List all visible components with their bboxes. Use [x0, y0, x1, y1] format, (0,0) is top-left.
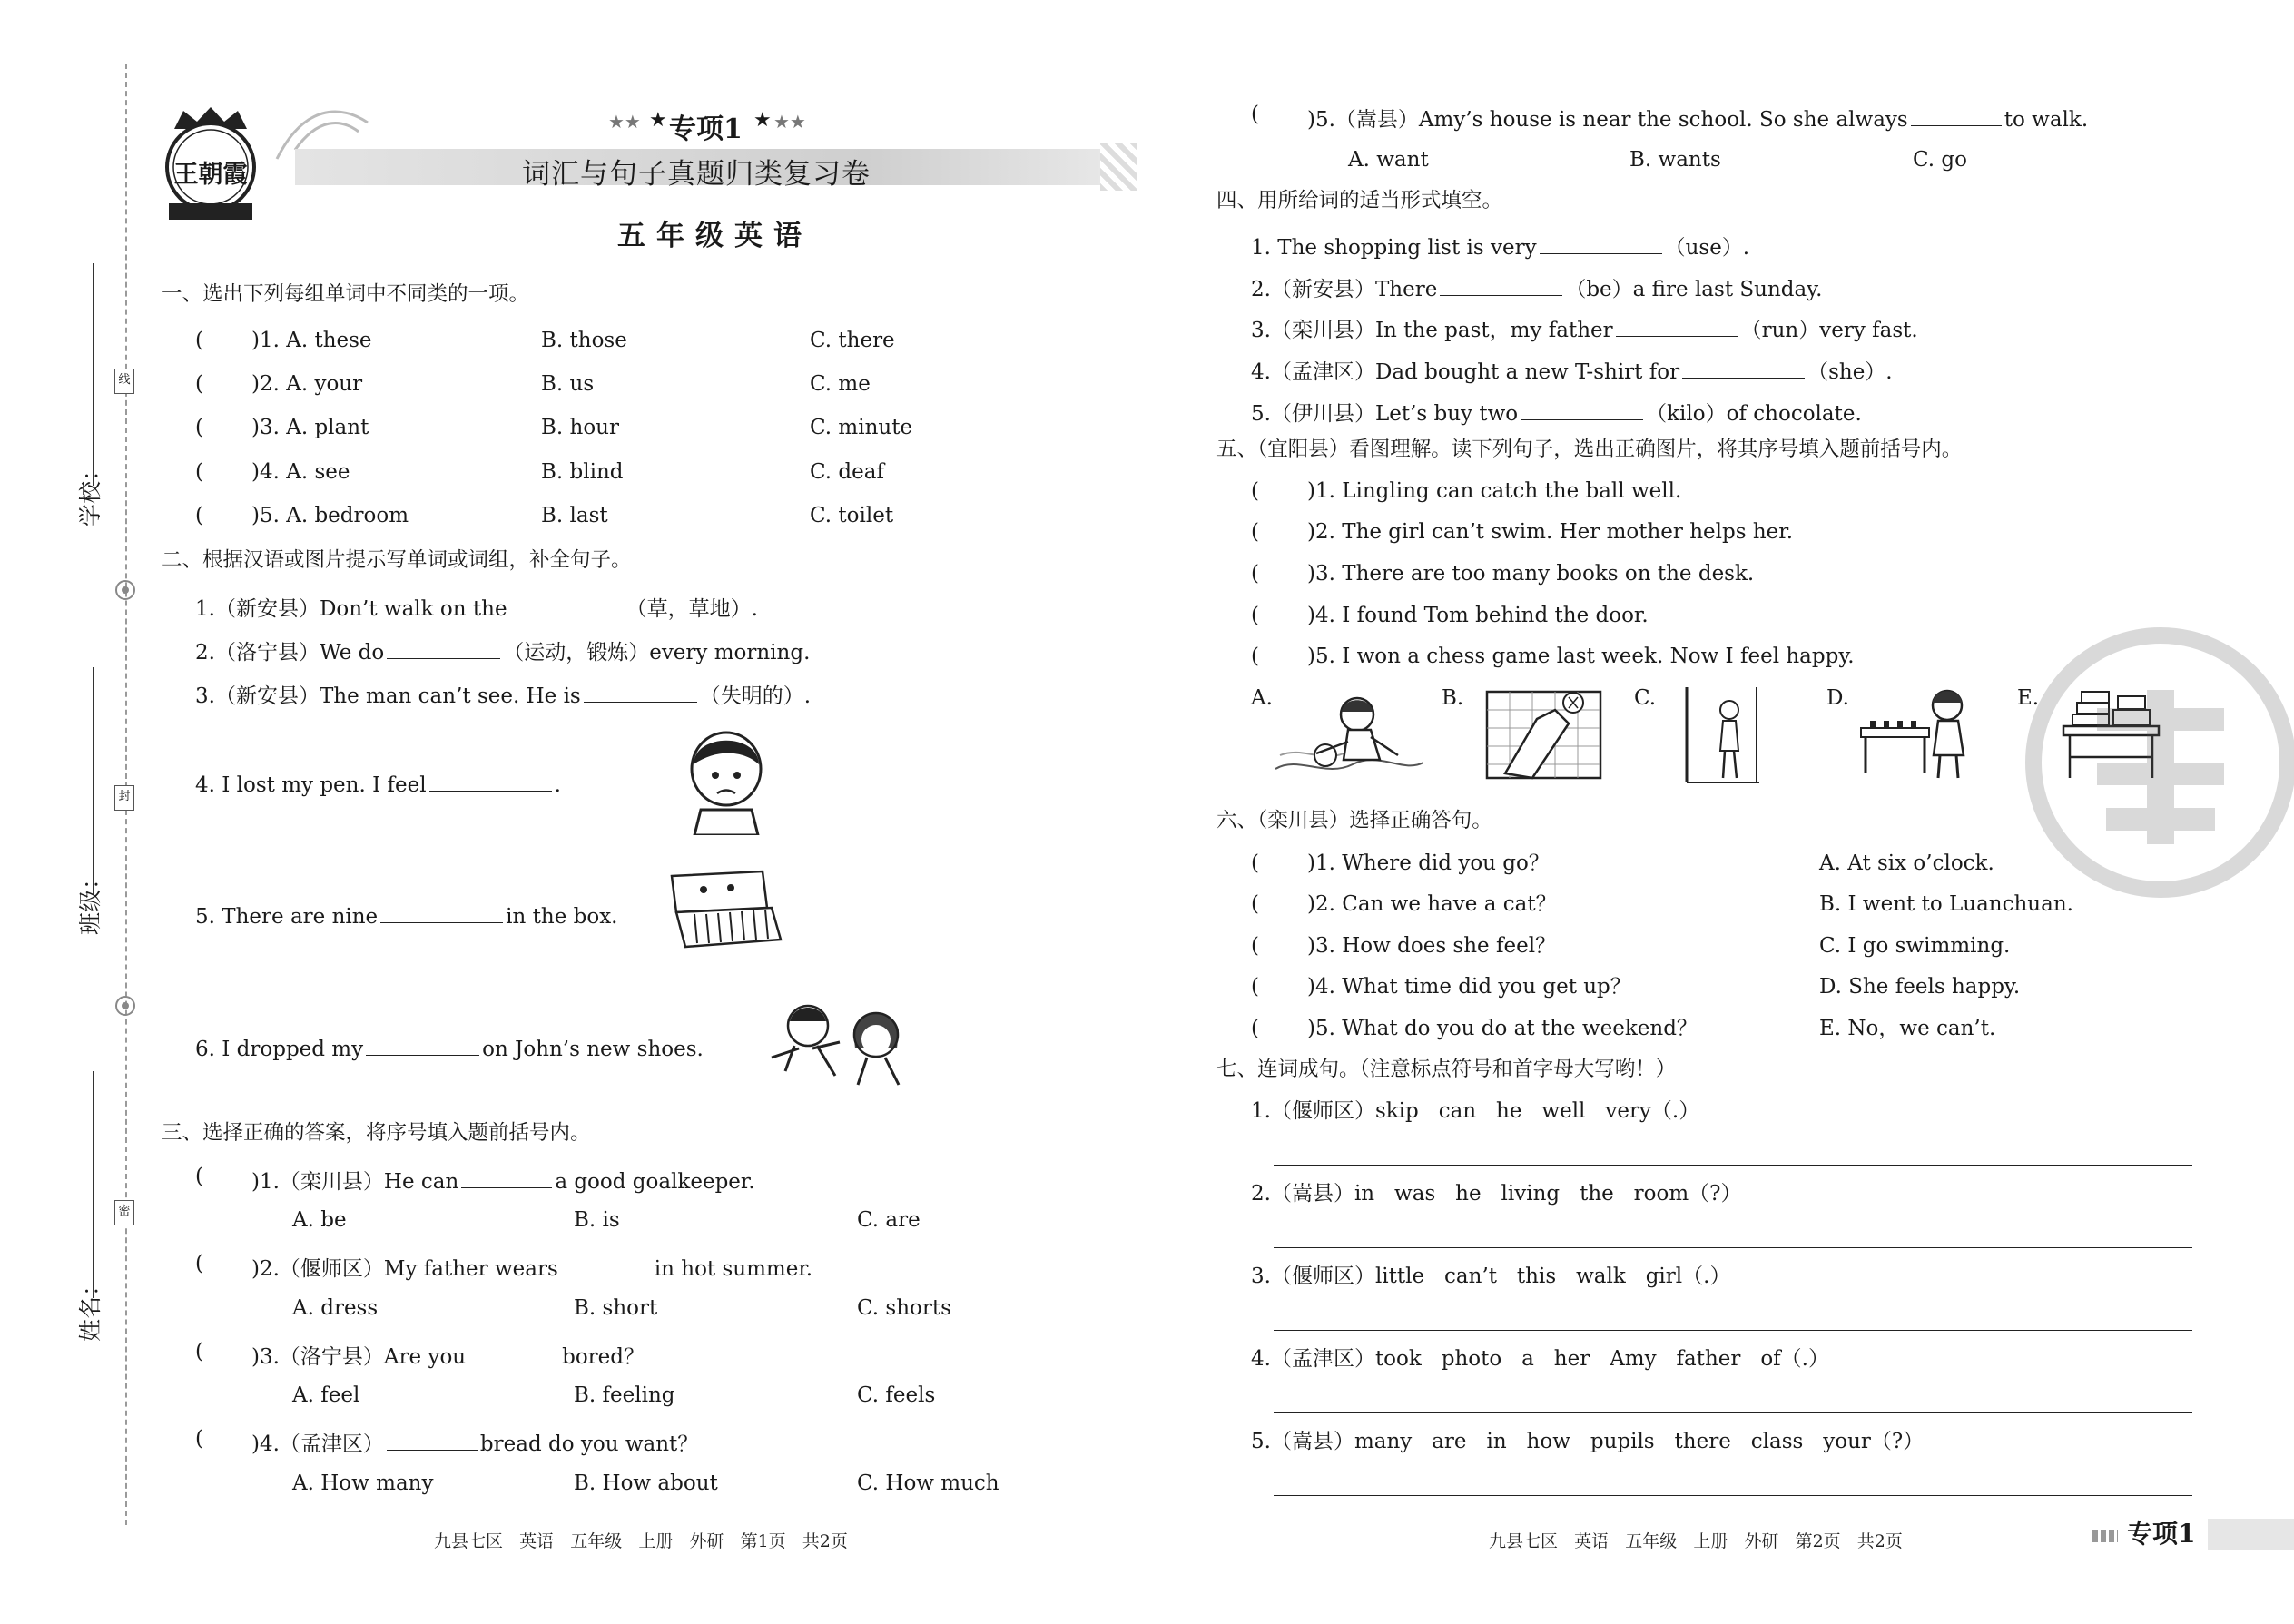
s3-q1-c: C. are [857, 1208, 921, 1232]
s3-q1: )1.（栾川县）He can a good goalkeeper. [251, 1166, 755, 1193]
goalkeeper-picture [1482, 683, 1605, 782]
answer-paren[interactable]: ( [1251, 520, 1259, 544]
s1-q3-c: C. minute [810, 416, 913, 439]
s3-q4: )4.（孟津区） bread do you want？ [251, 1429, 698, 1455]
s3-q1-a: A. be [292, 1208, 347, 1232]
s2-q2: 2.（洛宁县）We do （运动，锻炼）every morning. [195, 637, 810, 664]
blank[interactable] [387, 1429, 478, 1451]
footer-right: 九县七区 英语 五年级 上册 外研 第2页 共2页 [1489, 1531, 1903, 1551]
s4-q1: 1. The shopping list is very （use）. [1251, 232, 1749, 259]
sad-boy-picture [681, 728, 772, 835]
s7-q2: 2.（嵩县）in was he living the room（?） [1251, 1182, 1742, 1206]
footer-tag-pattern [2092, 1530, 2118, 1542]
blank[interactable] [1440, 274, 1562, 296]
s1-q2-c: C. me [810, 372, 871, 396]
s6-q4: )4. What time did you get up？ [1307, 975, 1631, 999]
s4-q3: 3.（栾川县）In the past，my father （run）very fast. [1251, 315, 1918, 341]
pic-label-e: E. [2017, 686, 2040, 710]
s2-q3: 3.（新安县）The man can’t see. He is （失明的）. [195, 681, 811, 707]
page-title: 词汇与句子真题归类复习卷 [522, 158, 871, 191]
blank[interactable] [461, 1166, 552, 1188]
blank[interactable] [1911, 104, 2002, 126]
watermark-stamp [2024, 626, 2294, 899]
s6-q5: )5. What do you do at the weekend？ [1307, 1017, 1698, 1040]
seal-box-1: 线 [114, 369, 134, 394]
brand-logo [156, 102, 265, 224]
s6-q1: )1. Where did you go？ [1307, 851, 1550, 875]
answer-paren[interactable]: ( [195, 1427, 203, 1451]
s3-q5-a: A. want [1348, 148, 1429, 172]
binding-hole-1 [114, 579, 136, 601]
pic-label-c: C. [1634, 686, 1657, 710]
s6-a5: E. No，we can’t. [1819, 1017, 1996, 1040]
s1-q5-b: B. last [541, 504, 608, 527]
s1-q2: )2. A. your [251, 372, 363, 396]
class-line[interactable] [93, 667, 94, 894]
answer-paren[interactable]: ( [195, 329, 203, 352]
blank[interactable] [387, 637, 500, 659]
brand-name: 王朝霞 [173, 161, 248, 189]
s1-q2-b: B. us [541, 372, 595, 396]
s1-q4-c: C. deaf [810, 460, 884, 484]
s1-q1-b: B. those [541, 329, 627, 352]
answer-paren[interactable]: ( [1251, 604, 1259, 627]
stars-right: ★★ [773, 111, 806, 133]
school-label: 学校： [77, 458, 103, 527]
blank[interactable] [1521, 399, 1643, 420]
footer-tag-bar [2208, 1519, 2294, 1550]
s3-q4-c: C. How much [857, 1471, 999, 1495]
s6-a1: A. At six o’clock. [1819, 851, 1994, 875]
s4-q2: 2.（新安县）There （be）a fire last Sunday. [1251, 274, 1822, 300]
s7-q1: 1.（偃师区）skip can he well very（.） [1251, 1099, 1700, 1123]
answer-paren[interactable]: ( [195, 1340, 203, 1363]
answer-paren[interactable]: ( [195, 460, 203, 484]
s5-q3: )3. There are too many books on the desk. [1307, 562, 1755, 586]
s5-q5: )5. I won a chess game last week. Now I feel happy. [1307, 645, 1855, 668]
s2-q4: 4. I lost my pen. I feel . [195, 770, 561, 796]
star-right: ★ [753, 109, 772, 132]
s5-heading: 五、（宜阳县）看图理解。读下列句子，选出正确图片，将其序号填入题前括号内。 [1216, 438, 1963, 461]
footer-tag: 专项1 [2127, 1519, 2196, 1549]
answer-paren[interactable]: ( [1251, 892, 1259, 916]
blank[interactable] [1540, 232, 1662, 254]
blank[interactable] [1616, 315, 1738, 337]
blank[interactable] [1682, 357, 1805, 379]
seal-box-2: 封 [114, 785, 134, 811]
s7-q4: 4.（孟津区）took photo a her Amy father of（.） [1251, 1347, 1829, 1371]
series-label: 专项1 [669, 113, 743, 145]
s7-q3: 3.（偃师区）little can’t this walk girl（.） [1251, 1265, 1731, 1288]
answer-paren[interactable]: ( [1251, 645, 1259, 668]
answer-line[interactable] [1274, 1330, 2192, 1331]
s3-q3-c: C. feels [857, 1383, 936, 1407]
s3-q4-b: B. How about [574, 1471, 718, 1495]
swimming-picture [1271, 683, 1425, 787]
answer-paren[interactable]: ( [195, 416, 203, 439]
answer-paren[interactable]: ( [1251, 1017, 1259, 1040]
blank[interactable] [468, 1342, 559, 1363]
s2-q1: 1.（新安县）Don’t walk on the （草，草地）. [195, 594, 758, 620]
blank[interactable] [366, 1034, 479, 1056]
footer-left: 九县七区 英语 五年级 上册 外研 第1页 共2页 [434, 1531, 848, 1551]
answer-paren[interactable]: ( [195, 1165, 203, 1188]
s1-q5-c: C. toilet [810, 504, 894, 527]
s6-a3: C. I go swimming. [1819, 934, 2011, 958]
class-label: 班级： [77, 866, 103, 935]
s1-q4-b: B. blind [541, 460, 624, 484]
s5-q2: )2. The girl can’t swim. Her mother helps her. [1307, 520, 1794, 544]
s4-heading: 四、用所给词的适当形式填空。 [1216, 189, 1503, 212]
s3-q5-b: B. wants [1629, 148, 1721, 172]
page-subtitle: 五年级英语 [617, 220, 812, 252]
answer-line[interactable] [1274, 1495, 2192, 1496]
s3-q5: )5.（嵩县）Amy’s house is near the school. So she always to walk. [1307, 104, 2088, 131]
s3-q5-c: C. go [1913, 148, 1967, 172]
box-of-pencils-picture [663, 867, 785, 953]
s3-q3-a: A. feel [292, 1383, 360, 1407]
answer-paren[interactable]: ( [1251, 562, 1259, 586]
s3-q2: )2.（偃师区）My father wears in hot summer. [251, 1254, 812, 1280]
s1-q4: )4. A. see [251, 460, 350, 484]
answer-line[interactable] [1274, 1165, 2192, 1166]
s4-q4: 4.（孟津区）Dad bought a new T-shirt for （she）. [1251, 357, 1893, 383]
answer-paren[interactable]: ( [1251, 479, 1259, 503]
answer-paren[interactable]: ( [1251, 975, 1259, 999]
blank[interactable] [584, 681, 697, 703]
stars-left: ★★ [608, 111, 641, 133]
blank[interactable] [510, 594, 624, 615]
s1-q5: )5. A. bedroom [251, 504, 409, 527]
s5-q1: )1. Lingling can catch the ball well. [1307, 479, 1682, 503]
title-bar-pattern [1100, 143, 1137, 191]
name-line[interactable] [93, 1071, 94, 1298]
s6-q2: )2. Can we have a cat？ [1307, 892, 1557, 916]
two-children-picture [763, 999, 926, 1089]
s2-heading: 二、根据汉语或图片提示写单词或词组，补全句子。 [162, 548, 632, 572]
blank[interactable] [429, 770, 552, 792]
answer-line[interactable] [1274, 1247, 2192, 1248]
s3-q1-b: B. is [574, 1208, 620, 1232]
s7-q5: 5.（嵩县）many are in how pupils there class your（?） [1251, 1430, 1925, 1453]
s3-q2-b: B. short [574, 1296, 658, 1320]
answer-paren[interactable]: ( [195, 1252, 203, 1275]
s1-q3-b: B. hour [541, 416, 619, 439]
blank[interactable] [380, 901, 503, 923]
answer-paren[interactable]: ( [195, 372, 203, 396]
blank[interactable] [561, 1254, 652, 1275]
s1-q3: )3. A. plant [251, 416, 369, 439]
s4-q5: 5.（伊川县）Let’s buy two （kilo）of chocolate. [1251, 399, 1862, 425]
s1-heading: 一、选出下列每组单词中不同类的一项。 [162, 282, 530, 306]
s3-q3-b: B. feeling [574, 1383, 675, 1407]
s6-a4: D. She feels happy. [1819, 975, 2021, 999]
s3-q2-c: C. shorts [857, 1296, 951, 1320]
s6-a2: B. I went to Luanchuan. [1819, 892, 2073, 916]
pic-label-d: D. [1826, 686, 1849, 710]
answer-paren[interactable]: ( [1251, 103, 1259, 126]
answer-paren[interactable]: ( [195, 504, 203, 527]
answer-paren[interactable]: ( [1251, 851, 1259, 875]
s1-q1: )1. A. these [251, 329, 372, 352]
answer-paren[interactable]: ( [1251, 934, 1259, 958]
seal-box-3: 密 [114, 1200, 134, 1225]
school-line[interactable] [93, 263, 94, 486]
binding-hole-2 [114, 995, 136, 1017]
s5-q4: )4. I found Tom behind the door. [1307, 604, 1649, 627]
behind-door-picture [1679, 683, 1761, 787]
s3-q3: )3.（洛宁县）Are you bored？ [251, 1342, 645, 1368]
s3-q2-a: A. dress [292, 1296, 379, 1320]
s1-q1-c: C. there [810, 329, 895, 352]
s7-heading: 七、连词成句。（注意标点符号和首字母大写哟！） [1216, 1058, 1677, 1081]
s6-q3: )3. How does she feel？ [1307, 934, 1557, 958]
s3-q4-a: A. How many [292, 1471, 434, 1495]
answer-line[interactable] [1274, 1412, 2192, 1413]
star-left: ★ [649, 109, 667, 132]
s6-heading: 六、（栾川县）选择正确答句。 [1216, 809, 1492, 832]
name-label: 姓名： [77, 1273, 103, 1342]
pic-label-a: A. [1251, 686, 1273, 710]
pic-label-b: B. [1442, 686, 1464, 710]
s2-q5: 5. There are nine in the box. [195, 901, 617, 928]
s3-heading: 三、选择正确的答案，将序号填入题前括号内。 [162, 1121, 591, 1145]
chess-game-picture [1856, 683, 1974, 782]
s2-q6: 6. I dropped my on John’s new shoes. [195, 1034, 704, 1060]
